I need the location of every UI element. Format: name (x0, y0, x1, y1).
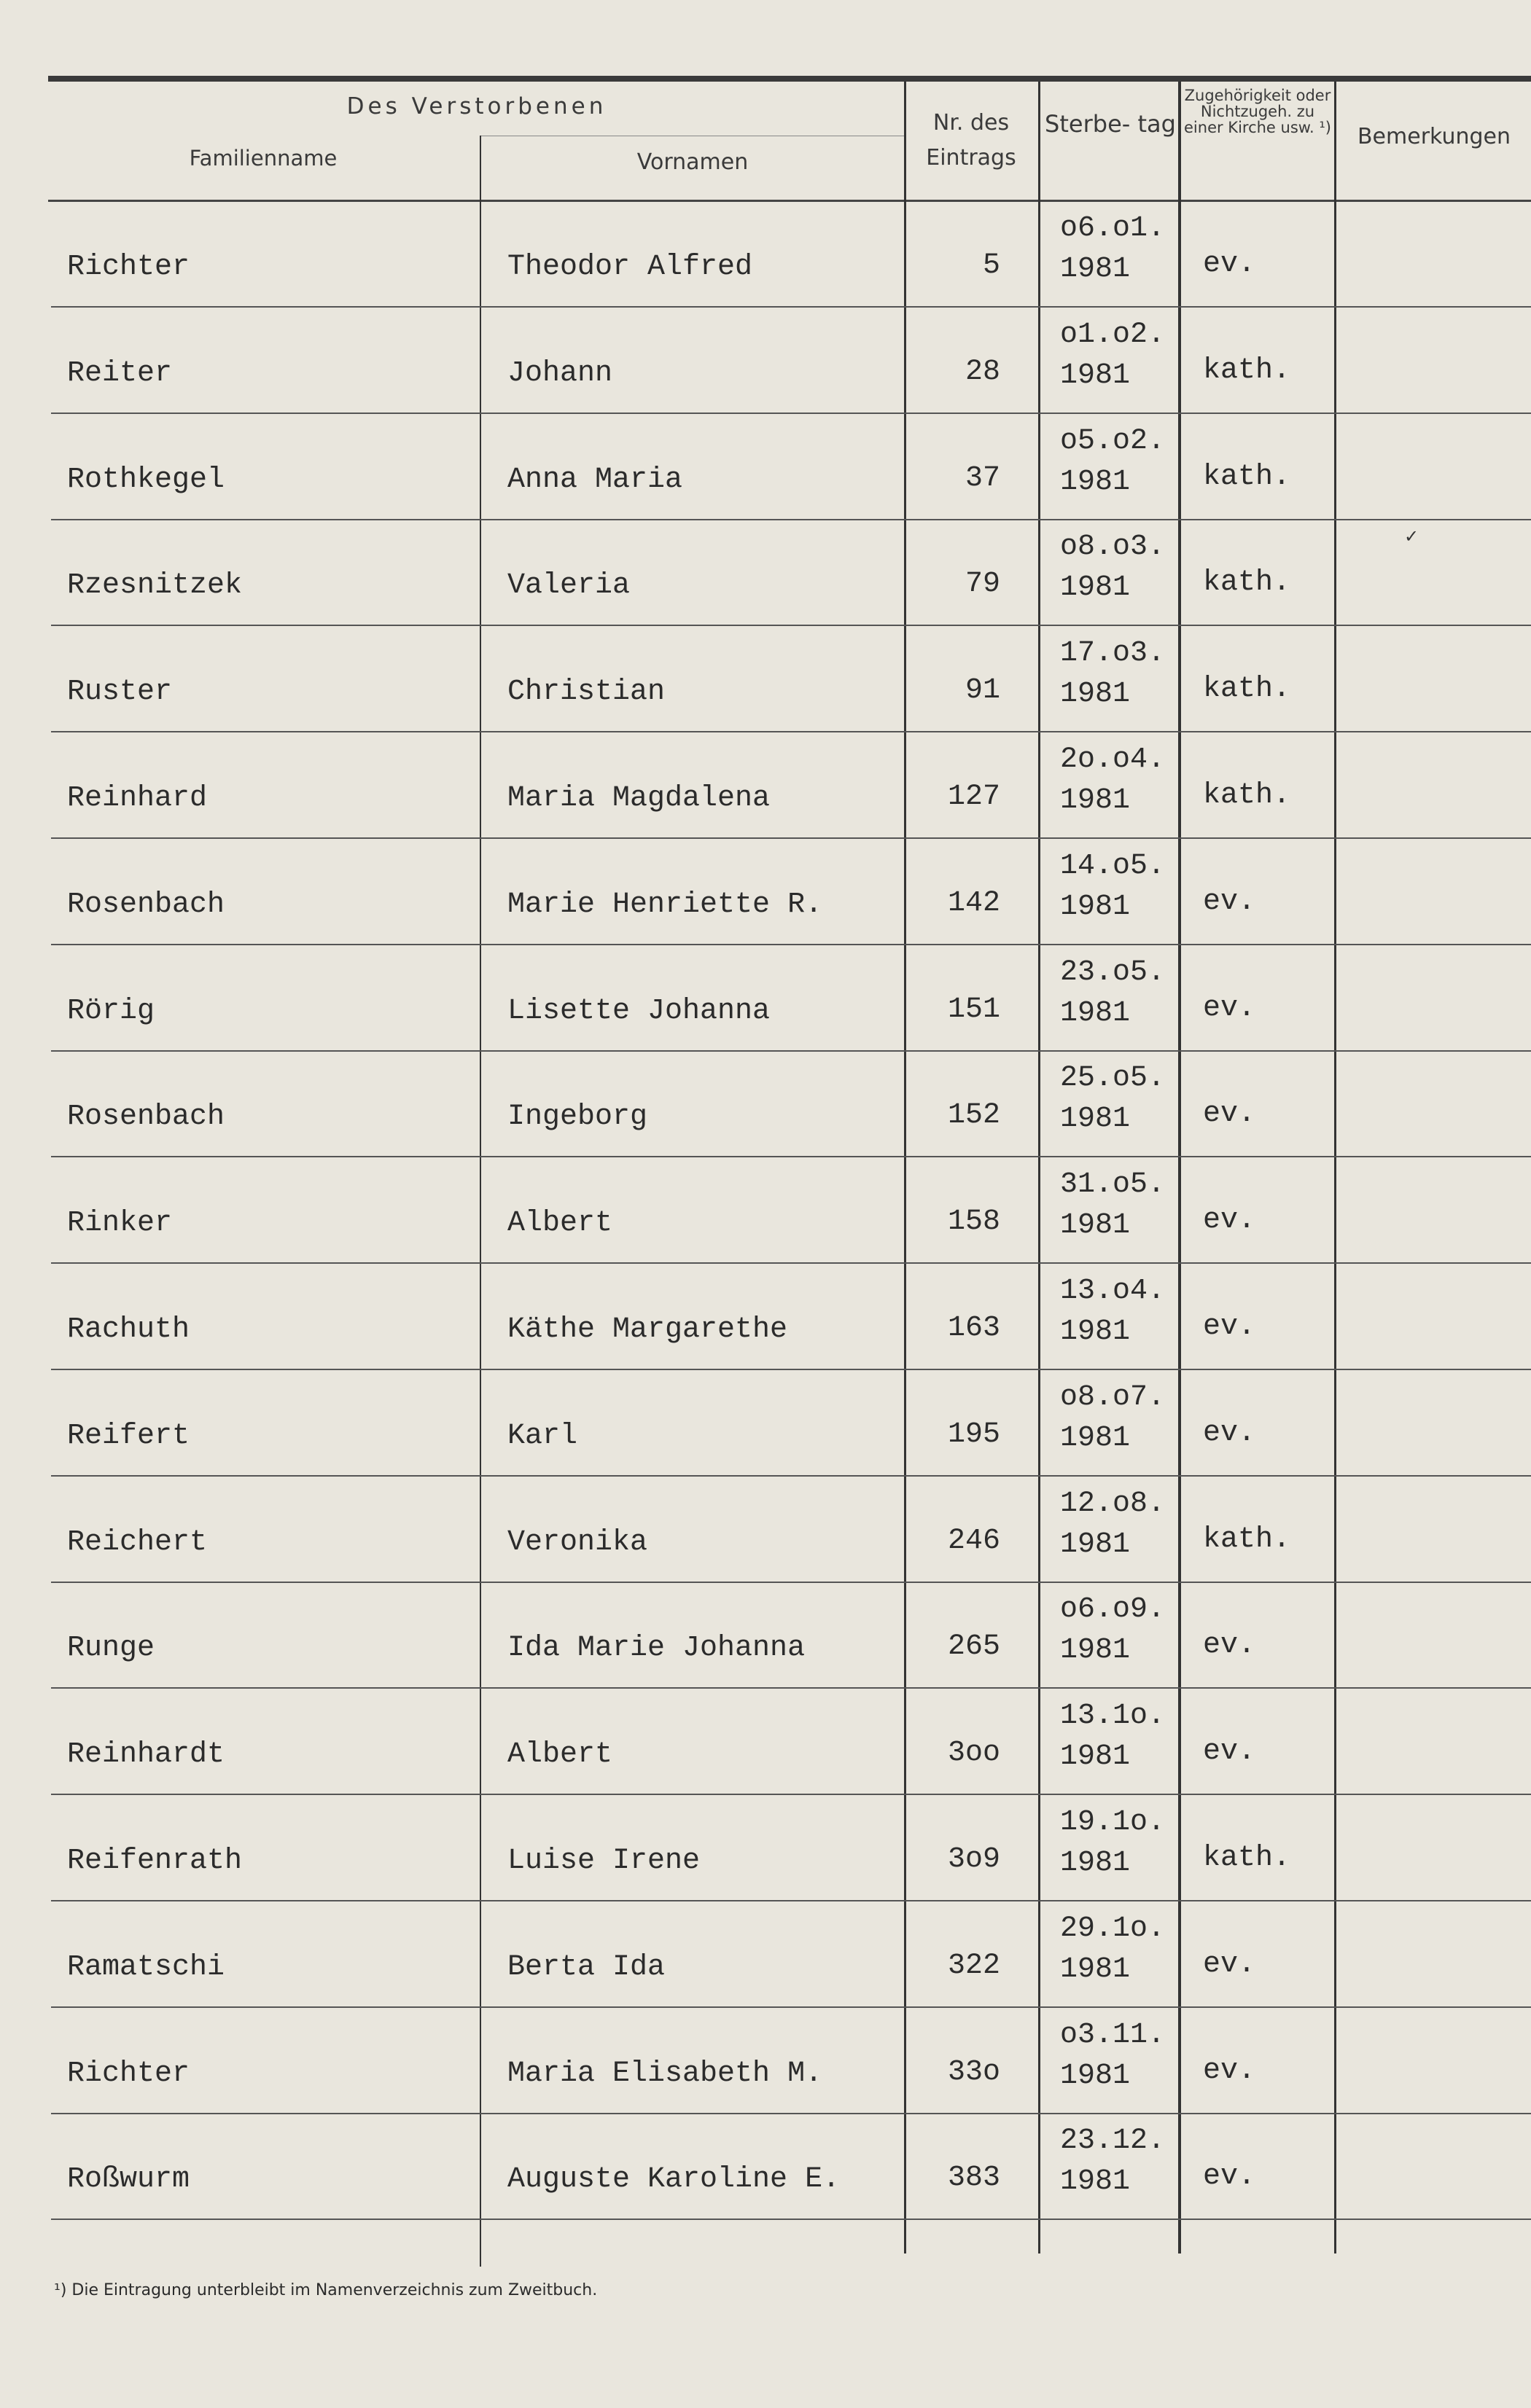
row-divider (51, 1582, 1531, 1583)
table-row (0, 1372, 1531, 1478)
cell-zugehoerigkeit: ev. (1203, 991, 1256, 1025)
cell-vornamen: Albert (507, 1207, 613, 1240)
cell-zugehoerigkeit: ev. (1203, 1947, 1256, 1981)
row-divider (51, 306, 1531, 308)
table-row (0, 203, 1531, 309)
cell-vornamen: Luise Irene (507, 1845, 701, 1877)
cell-sterbetag-datum: 14.o5. (1060, 849, 1166, 883)
cell-zugehoerigkeit: ev. (1203, 1310, 1256, 1343)
cell-sterbetag (1060, 1484, 1165, 1565)
cell-sterbetag-jahr: 1981 (1060, 571, 1131, 605)
cell-sterbetag-jahr: 1981 (1060, 1316, 1131, 1348)
cell-sterbetag-jahr: 1981 (1060, 253, 1131, 286)
cell-vornamen: Ingeborg (507, 1101, 648, 1134)
cell-sterbetag-datum: o6.o9. (1060, 1593, 1166, 1627)
cell-zugehoerigkeit: ev. (1203, 2160, 1256, 2194)
cell-sterbetag-jahr: 1981 (1060, 1952, 1131, 1986)
cell-familienname: Reiter (67, 356, 173, 390)
cell-sterbetag (1060, 1909, 1165, 1990)
row-divider (51, 519, 1531, 520)
cell-vornamen: Marie Henriette R. (507, 888, 823, 921)
cell-nr-des-eintrags: 163 (947, 1312, 1000, 1345)
table-row (0, 1478, 1531, 1584)
cell-sterbetag-datum: 19.1o. (1060, 1806, 1166, 1839)
cell-familienname: Rörig (67, 994, 155, 1028)
cell-nr-des-eintrags: 3oo (947, 1737, 1000, 1770)
cell-zugehoerigkeit: kath. (1203, 1522, 1291, 1556)
cell-sterbetag-jahr: 1981 (1060, 1103, 1131, 1136)
row-divider (51, 1687, 1531, 1689)
header-bemerkungen: Bemerkungen (1357, 124, 1511, 149)
cell-sterbetag-jahr: 1981 (1060, 784, 1131, 817)
cell-zugehoerigkeit: kath. (1203, 460, 1291, 493)
cell-nr-des-eintrags: 5 (982, 249, 1000, 282)
cell-vornamen: Lisette Johanna (507, 994, 771, 1028)
cell-sterbetag-datum: o1.o2. (1060, 318, 1166, 351)
table-row (0, 2115, 1531, 2221)
cell-sterbetag-datum: o8.o7. (1060, 1380, 1166, 1414)
cell-vornamen: Valeria (507, 569, 631, 603)
table-row (0, 309, 1531, 415)
cell-nr-des-eintrags: 265 (947, 1630, 1000, 1664)
cell-sterbetag-datum: 31.o5. (1060, 1168, 1166, 1202)
cell-familienname: Richter (67, 2057, 190, 2090)
cell-familienname: Roßwurm (67, 2163, 190, 2197)
header-sterbetag: Sterbe- tag (1045, 110, 1176, 138)
cell-zugehoerigkeit: ev. (1203, 1098, 1256, 1131)
cell-sterbetag (1060, 1271, 1165, 1353)
table-row (0, 628, 1531, 734)
cell-sterbetag-datum: o6.o1. (1060, 212, 1166, 245)
row-divider (51, 1475, 1531, 1477)
cell-sterbetag (1060, 208, 1165, 290)
cell-zugehoerigkeit: kath. (1203, 779, 1291, 812)
header-nr-des-eintrags: Nr. des Eintrags (926, 110, 1016, 171)
cell-familienname: Richter (67, 251, 190, 284)
cell-sterbetag (1060, 1802, 1165, 1884)
table-row (0, 1797, 1531, 1903)
cell-nr-des-eintrags: 127 (947, 781, 1000, 813)
cell-familienname: Reinhard (67, 782, 208, 815)
table-row (0, 1265, 1531, 1372)
cell-nr-des-eintrags: 152 (947, 1099, 1000, 1133)
cell-familienname: Reichert (67, 1525, 208, 1559)
cell-sterbetag-datum: 2o.o4. (1060, 743, 1166, 776)
cell-vornamen: Theodor Alfred (507, 251, 753, 284)
cell-sterbetag-jahr: 1981 (1060, 2059, 1131, 2092)
header-vornamen: Vornamen (636, 149, 749, 175)
cell-sterbetag (1060, 1377, 1165, 1459)
cell-vornamen: Veronika (507, 1525, 648, 1559)
footnote: ¹) Die Eintragung unterbleibt im Namenverzeichnis zum Zweitbuch. (54, 2281, 598, 2299)
cell-zugehoerigkeit: ev. (1203, 2054, 1256, 2087)
table-row (0, 415, 1531, 522)
cell-sterbetag-jahr: 1981 (1060, 1847, 1131, 1880)
cell-zugehoerigkeit: ev. (1203, 1629, 1256, 1662)
cell-vornamen: Käthe Margarethe (507, 1313, 788, 1346)
cell-zugehoerigkeit: ev. (1203, 1204, 1256, 1238)
cell-sterbetag-datum: 23.o5. (1060, 955, 1166, 989)
cell-sterbetag-jahr: 1981 (1060, 1209, 1131, 1243)
cell-zugehoerigkeit: ev. (1203, 1416, 1256, 1450)
cell-vornamen: Berta Ida (507, 1950, 666, 1984)
cell-nr-des-eintrags: 142 (947, 886, 1000, 920)
row-divider (51, 731, 1531, 732)
cell-sterbetag-datum: 17.o3. (1060, 637, 1166, 671)
cell-vornamen: Auguste Karoline E. (507, 2163, 841, 2197)
cell-sterbetag-jahr: 1981 (1060, 1421, 1131, 1455)
cell-familienname: Rosenbach (67, 888, 225, 921)
table-row (0, 1903, 1531, 2009)
row-divider (51, 1050, 1531, 1052)
cell-nr-des-eintrags: 383 (947, 2162, 1000, 2195)
cell-sterbetag-jahr: 1981 (1060, 1740, 1131, 1774)
cell-vornamen: Ida Marie Johanna (507, 1632, 806, 1665)
row-divider (51, 1156, 1531, 1157)
cell-sterbetag-jahr: 1981 (1060, 1634, 1131, 1668)
cell-sterbetag-datum: 23.12. (1060, 2124, 1166, 2158)
cell-familienname: Rosenbach (67, 1101, 225, 1134)
cell-familienname: Rothkegel (67, 463, 225, 496)
cell-sterbetag (1060, 1590, 1165, 1671)
cell-familienname: Ruster (67, 676, 173, 709)
cell-vornamen: Johann (507, 356, 613, 390)
cell-nr-des-eintrags: 246 (947, 1524, 1000, 1557)
pencil-mark-icon: ✓ (1404, 527, 1419, 547)
cell-sterbetag-datum: o3.11. (1060, 2018, 1166, 2052)
cell-nr-des-eintrags: 33o (947, 2055, 1000, 2089)
cell-sterbetag (1060, 2121, 1165, 2202)
cell-nr-des-eintrags: 28 (965, 355, 1000, 388)
row-divider (51, 413, 1531, 414)
cell-nr-des-eintrags: 195 (947, 1418, 1000, 1451)
cell-sterbetag-datum: 13.1o. (1060, 1700, 1166, 1733)
row-divider (51, 625, 1531, 626)
cell-nr-des-eintrags: 3o9 (947, 1843, 1000, 1876)
cell-zugehoerigkeit: kath. (1203, 673, 1291, 706)
cell-nr-des-eintrags: 151 (947, 993, 1000, 1026)
cell-sterbetag-datum: 29.1o. (1060, 1912, 1166, 1945)
cell-sterbetag (1060, 740, 1165, 821)
row-divider (51, 1900, 1531, 1901)
cell-sterbetag-jahr: 1981 (1060, 996, 1131, 1030)
cell-zugehoerigkeit: ev. (1203, 248, 1256, 281)
table-row (0, 1159, 1531, 1265)
header-group-title: Des Verstorbenen (346, 93, 607, 120)
cell-sterbetag (1060, 1696, 1165, 1778)
cell-sterbetag-jahr: 1981 (1060, 2165, 1131, 2199)
cell-sterbetag (1060, 953, 1165, 1034)
cell-vornamen: Albert (507, 1738, 613, 1772)
table-row (0, 840, 1531, 947)
cell-familienname: Rinker (67, 1207, 173, 1240)
row-divider (51, 2006, 1531, 2008)
cell-sterbetag-jahr: 1981 (1060, 1528, 1131, 1561)
cell-zugehoerigkeit: ev. (1203, 885, 1256, 918)
header-familienname: Familienname (189, 146, 338, 171)
table-row (0, 2009, 1531, 2116)
cell-zugehoerigkeit: ev. (1203, 1735, 1256, 1769)
cell-familienname: Reifert (67, 1419, 190, 1453)
row-divider (51, 944, 1531, 945)
cell-sterbetag (1060, 315, 1165, 396)
cell-sterbetag (1060, 527, 1165, 609)
cell-sterbetag (1060, 1165, 1165, 1246)
row-divider (51, 837, 1531, 839)
cell-sterbetag-datum: 12.o8. (1060, 1487, 1166, 1520)
cell-vornamen: Anna Maria (507, 463, 683, 496)
cell-nr-des-eintrags: 91 (965, 674, 1000, 708)
cell-nr-des-eintrags: 322 (947, 1949, 1000, 1982)
cell-vornamen: Karl (507, 1419, 578, 1453)
cell-sterbetag-jahr: 1981 (1060, 678, 1131, 711)
table-top-border (48, 76, 1531, 82)
cell-familienname: Reifenrath (67, 1845, 243, 1877)
row-divider (51, 1369, 1531, 1370)
cell-sterbetag (1060, 846, 1165, 928)
cell-vornamen: Maria Magdalena (507, 782, 771, 815)
cell-sterbetag-datum: 25.o5. (1060, 1062, 1166, 1095)
cell-familienname: Runge (67, 1632, 155, 1665)
table-row (0, 1690, 1531, 1797)
header-zugehoerigkeit: Zugehörigkeit oder Nichtzugeh. zu einer Kirche usw. ¹) (1184, 87, 1331, 136)
table-row (0, 521, 1531, 628)
cell-sterbetag-datum: o8.o3. (1060, 531, 1166, 564)
cell-sterbetag-datum: 13.o4. (1060, 1275, 1166, 1307)
cell-sterbetag-jahr: 1981 (1060, 465, 1131, 499)
cell-sterbetag-datum: o5.o2. (1060, 424, 1166, 458)
cell-sterbetag-jahr: 1981 (1060, 359, 1131, 392)
cell-sterbetag (1060, 2015, 1165, 2097)
cell-sterbetag (1060, 1058, 1165, 1140)
cell-familienname: Rzesnitzek (67, 569, 243, 603)
table-row (0, 1584, 1531, 1690)
row-divider (51, 1794, 1531, 1795)
table-row (0, 734, 1531, 840)
cell-familienname: Reinhardt (67, 1738, 225, 1772)
cell-vornamen: Christian (507, 676, 666, 709)
cell-nr-des-eintrags: 158 (947, 1205, 1000, 1239)
cell-familienname: Rachuth (67, 1313, 190, 1346)
table-row (0, 947, 1531, 1053)
row-divider (51, 2113, 1531, 2114)
cell-sterbetag (1060, 633, 1165, 715)
cell-sterbetag-jahr: 1981 (1060, 890, 1131, 923)
cell-familienname: Ramatschi (67, 1950, 225, 1984)
header-bottom-border (48, 200, 1531, 202)
table-row (0, 1052, 1531, 1159)
cell-zugehoerigkeit: kath. (1203, 353, 1291, 387)
cell-nr-des-eintrags: 37 (965, 461, 1000, 495)
cell-zugehoerigkeit: kath. (1203, 566, 1291, 600)
cell-zugehoerigkeit: kath. (1203, 1842, 1291, 1875)
row-divider (51, 2219, 1531, 2220)
row-divider (51, 1262, 1531, 1264)
cell-nr-des-eintrags: 79 (965, 568, 1000, 601)
cell-vornamen: Maria Elisabeth M. (507, 2057, 823, 2090)
cell-sterbetag (1060, 421, 1165, 503)
